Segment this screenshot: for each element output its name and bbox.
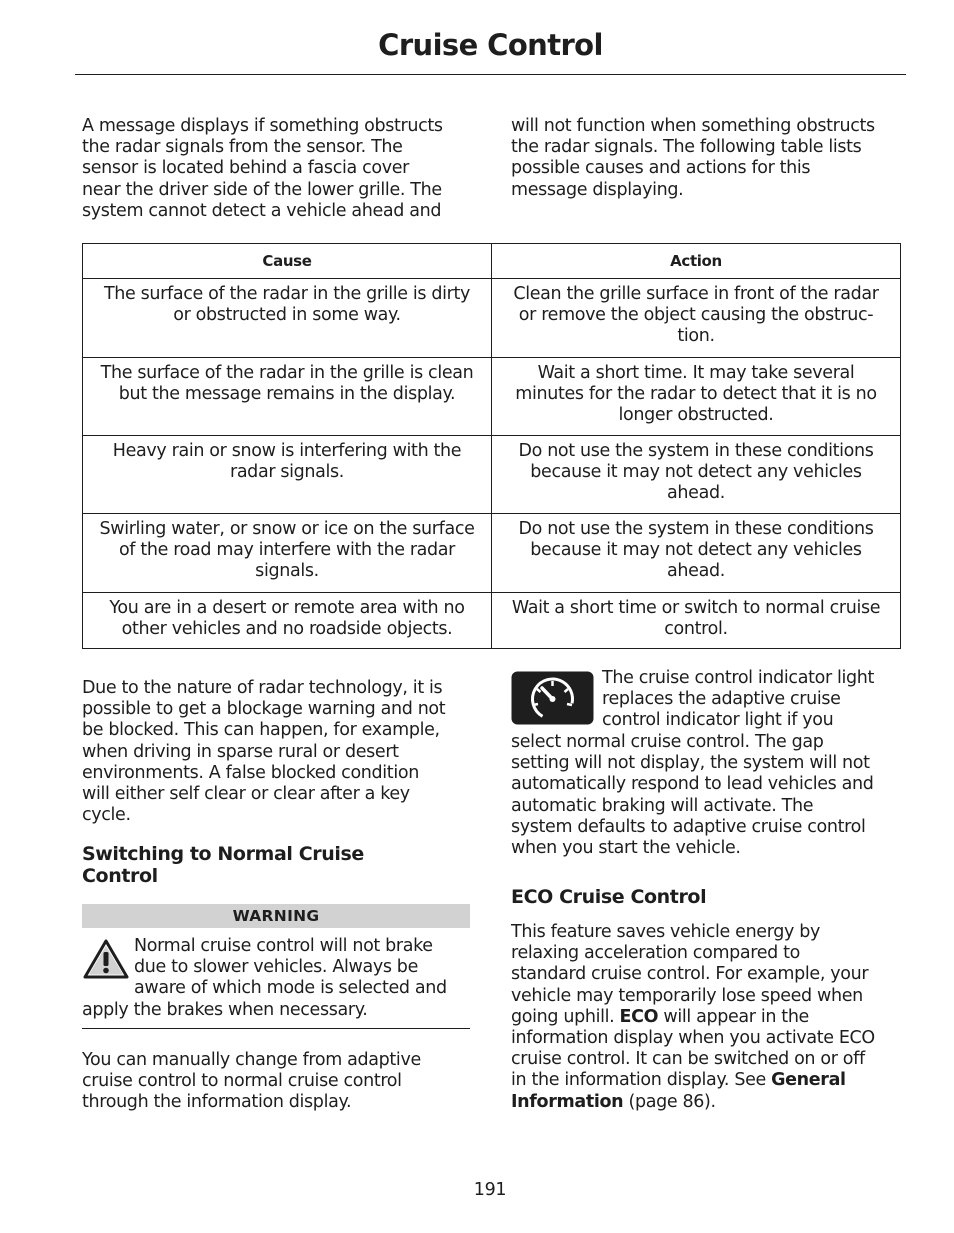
table-cell-action: Wait a short time. It may take several minutes for the radar to detect that it is no longer obstructed. (492, 358, 901, 436)
manual-change-text: You can manually change from adaptive cruise control to normal cruise control through the information display. (82, 1050, 421, 1113)
radar-note-text: Due to the nature of radar technology, it is possible to get a blockage warning and not be blocked. This can happen, for example, when driving in sparse rural or desert environments. A false blocked condition will either self clear or clear after a key cycle. (82, 678, 446, 826)
warning-bottom-rule (82, 1028, 470, 1029)
table-row (83, 593, 901, 649)
warning-text-indented: Normal cruise control will not brake due to slower vehicles. Always be aware of which mode is selected and (134, 936, 447, 999)
page-number: 191 (473, 1180, 507, 1200)
table-cell-cause: The surface of the radar in the grille is clean but the message remains in the display. (83, 358, 492, 436)
intro-left-text: A message displays if something obstructs the radar signals from the sensor. The sensor is located behind a fascia cover near the driver side of the lower grille. The system cannot detect a vehicle ahead and (82, 116, 443, 221)
table-cell-action: Do not use the system in these conditions because it may not detect any vehicles ahead. (492, 514, 901, 593)
table-cell-cause: You are in a desert or remote area with no other vehicles and no roadside objects. (83, 593, 492, 649)
table-cell-cause: The surface of the radar in the grille is dirty or obstructed in some way. (83, 279, 492, 358)
table-header-cause: Cause (83, 244, 492, 279)
table-row (83, 358, 901, 436)
table-cell-cause: Heavy rain or snow is interfering with the radar signals. (83, 436, 492, 514)
warning-text-full: apply the brakes when necessary. (82, 1000, 368, 1020)
eco-heading: ECO Cruise Control (511, 886, 707, 908)
switching-heading: Switching to Normal Cruise Control (82, 843, 364, 887)
warning-label: WARNING (82, 904, 470, 928)
table-cell-action: Do not use the system in these conditions because it may not detect any vehicles ahead. (492, 436, 901, 514)
table-header-row (83, 244, 901, 279)
table-cell-cause: Swirling water, or snow or ice on the surface of the road may interfere with the radar signals. (83, 514, 492, 593)
eco-text-part2: will appear in the information display when you activate ECO cruise control. It can be switched on or off in the information display. See (511, 1006, 875, 1091)
page-title: Cruise Control (378, 28, 603, 62)
indicator-text-full: select normal cruise control. The gap setting will not display, the system will not automatically respond to lead vehicles and automatic braking will activate. The system defaults to adaptive cruise control when you start the vehicle. (511, 732, 874, 859)
table-row (83, 436, 901, 514)
warning-triangle-icon (82, 938, 130, 980)
table-header-action: Action (492, 244, 901, 279)
eco-text-part3: (page 86). (623, 1091, 716, 1112)
indicator-text-indented: The cruise control indicator light replaces the adaptive cruise control indicator light if you (602, 668, 875, 731)
intro-right-text: will not function when something obstructs the radar signals. The following table lists possible causes and actions for this message displaying. (511, 116, 875, 200)
eco-bold-label: ECO (619, 1006, 659, 1027)
table-cell-action: Wait a short time or switch to normal cruise control. (492, 593, 901, 649)
eco-text (511, 922, 911, 1113)
cause-action-table (82, 243, 901, 649)
title-rule (75, 74, 906, 75)
table-row (83, 514, 901, 593)
eco-text-part1: This feature saves vehicle energy by relaxing acceleration compared to standard cruise control. For example, your vehicle may temporarily lose speed when going uphill. (511, 922, 869, 1027)
table-row (83, 279, 901, 358)
general-information-link[interactable]: General Information (511, 1070, 846, 1112)
cruise-control-speedometer-icon (511, 671, 594, 725)
table-cell-action: Clean the grille surface in front of the radar or remove the object causing the obstruc- tion. (492, 279, 901, 358)
